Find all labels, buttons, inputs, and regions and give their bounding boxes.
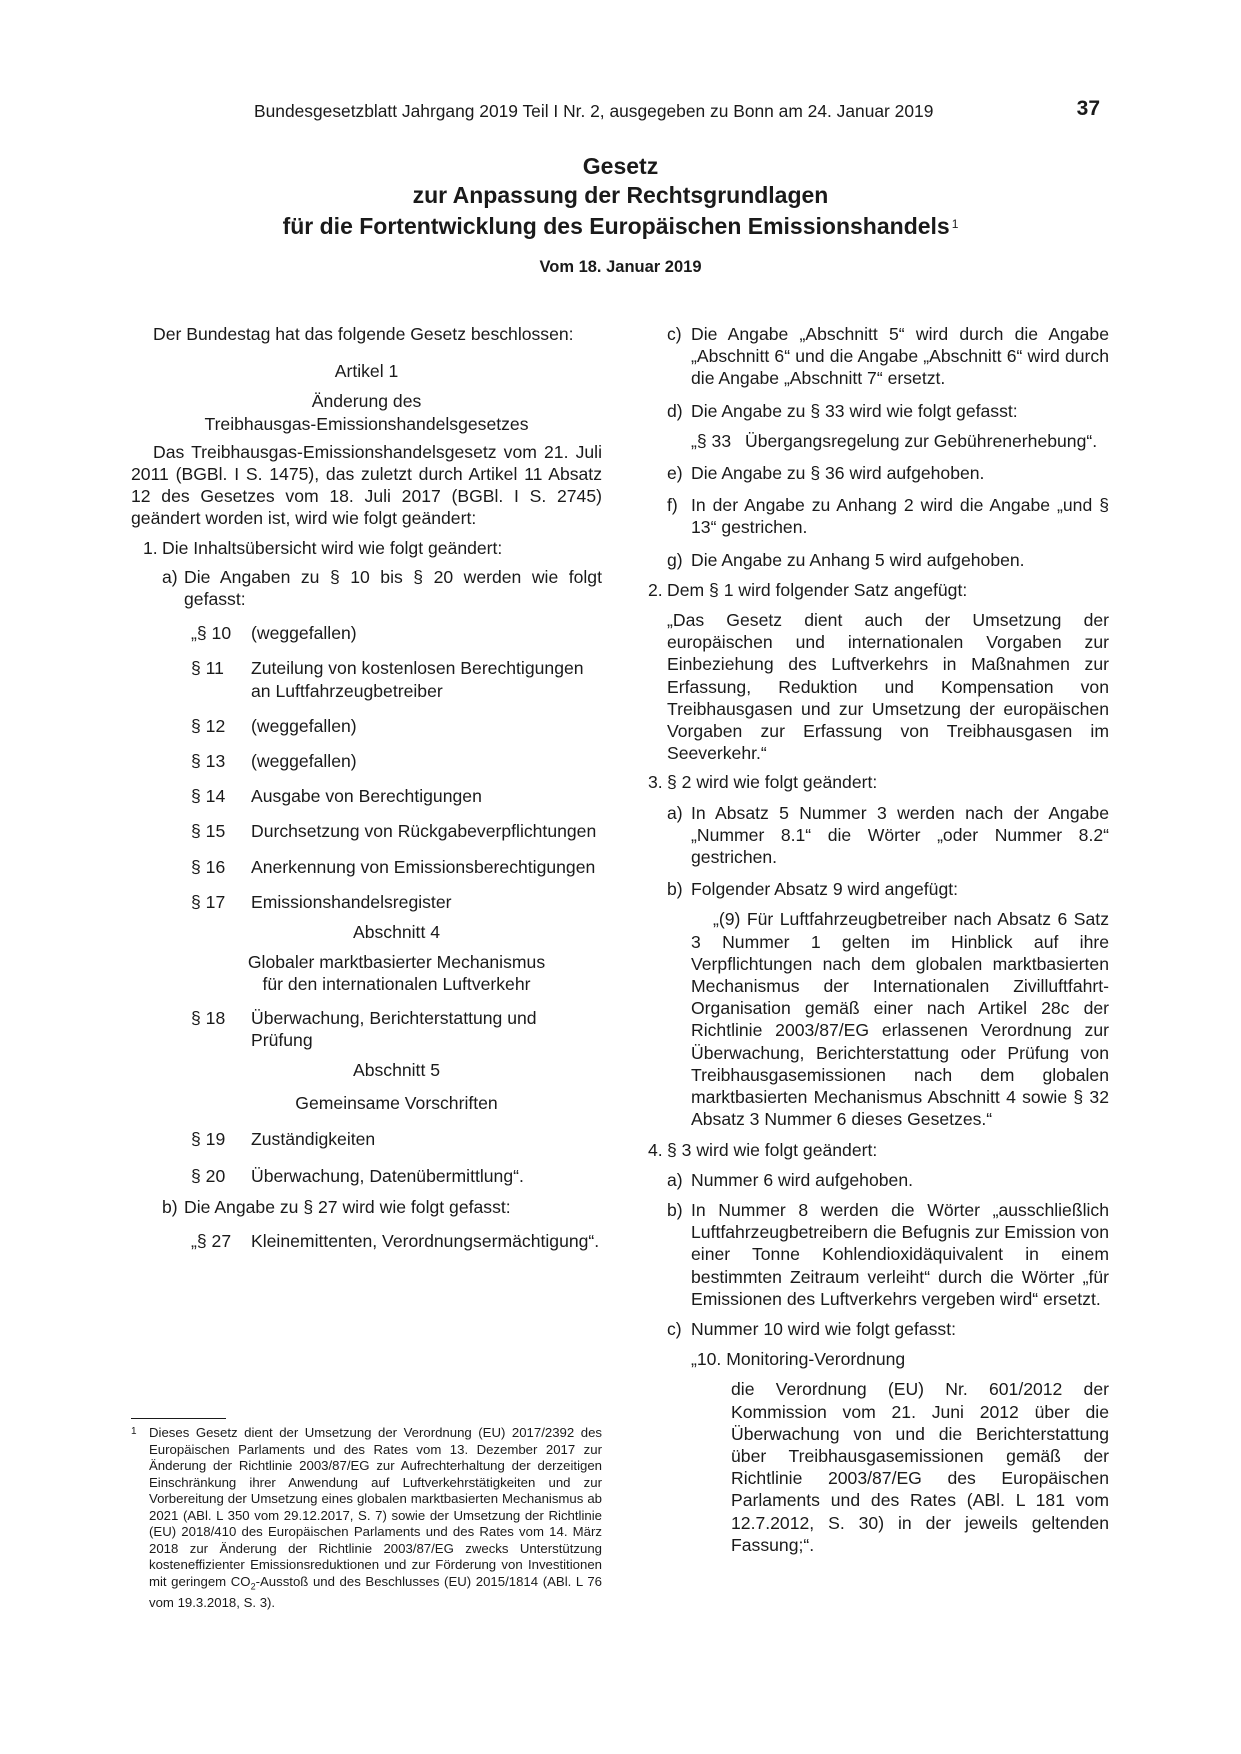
section-title: (weggefallen) [251,715,357,736]
list-item [191,1230,602,1252]
footnote-mark: 1 [131,1426,137,1437]
item-text: Die Angabe zu § 36 wird aufgehoben. [691,463,985,484]
quoted-text: „(9) Für Luftfahrzeugbetreiber nach Absatz 6 Satz 3 Nummer 1 gelten im Hinblick auf ihre Verpflichtungen nach dem globalen marktbasierten Mechanismus der Internationalen Zivilluftfahrt-Organisation gemäß einer nach Artikel 28c der Richtlinie 2003/87/EG erlassenen Verordnung zur Überwachung, Berichterstattung oder Prüfung von Treibhausgasemissionen nach dem globalen marktbasierten Mechanismus Abschnitt 4 sowie § 32 Absatz 3 Nummer 6 dieses Gesetzes.“ [691,909,1109,1130]
list-item-1f [667,494,1109,538]
item-text: Nummer 10 wird wie folgt gefasst: [691,1318,956,1339]
item-text: In Nummer 8 werden die Wörter „ausschließlich Luftfahrzeugbetreibern die Befugnis zur Emission von einer Tonne Kohlendioxidäquivalent in einem bestimmten Zeitraum verleiht“ durch die Wörter „für Emissionen des Luftverkehrs vergeben wird“ ersetzt. [691,1199,1109,1309]
list-item-1a [162,566,602,610]
section-number: § 13 [191,751,226,772]
list-item-2 [648,579,1109,601]
item-text: Die Inhaltsübersicht wird wie folgt geändert: [162,537,503,558]
section-title: Zuständigkeiten [251,1129,376,1150]
list-item-4b [667,1199,1109,1310]
list-item [191,750,602,772]
list-item [191,715,602,737]
item-label: a) [162,566,178,587]
list-item-1g [667,549,1109,571]
item-text: In der Angabe zu Anhang 2 wird die Angabe „und § 13“ gestrichen. [691,495,1109,538]
list-item-4a [667,1169,1109,1191]
page-number: 37 [1076,97,1100,120]
list-item-3a [667,802,1109,869]
item-label: b) [162,1196,178,1217]
item-text: Folgender Absatz 9 wird angefügt: [691,879,959,900]
list-item [691,430,1109,452]
section-number: § 19 [191,1129,226,1150]
list-item-3 [648,771,1109,793]
section-number: § 18 [191,1007,226,1028]
definition-heading: „10. Monitoring-Verordnung [691,1349,906,1370]
section-title: Ausgabe von Berechtigungen [251,786,482,807]
section-title: Überwachung, Berichterstattung und Prüfung [251,1007,537,1050]
item-label: d) [667,400,683,421]
item-label: a) [667,802,683,823]
list-item [191,1007,602,1051]
footnote-subscript: 2 [250,1581,256,1592]
right-column [637,323,1109,1556]
list-item [191,622,602,644]
abschnitt-4-title-1: Globaler marktbasierter Mechanismus [247,952,546,973]
list-item [191,1165,602,1187]
section-title: Übergangsregelung zur Gebührenerhebung“. [745,430,1098,451]
section-title: Emissionshandelsregister [251,891,452,912]
section-number: § 14 [191,786,226,807]
list-item-1 [143,537,602,559]
section-number: „§ 27 [191,1231,232,1252]
section-number: „§ 33 [691,430,732,451]
section-number: § 12 [191,715,226,736]
section-title: Zuteilung von kostenlosen Berechtigungen an Luftfahrzeugbetreiber [251,658,584,701]
section-title: Überwachung, Datenübermittlung“. [251,1165,524,1186]
section-number: „§ 10 [191,623,232,644]
list-item-1d [667,400,1109,422]
item-text: Die Angaben zu § 10 bis § 20 werden wie folgt gefasst: [184,566,602,610]
article-label: Artikel 1 [334,361,399,382]
list-item [191,1128,602,1150]
item-label: c) [667,1318,682,1339]
enacting-clause: Der Bundestag hat das folgende Gesetz beschlossen: [153,324,574,344]
item-text: In Absatz 5 Nummer 3 werden nach der Angabe „Nummer 8.1“ die Wörter „oder Nummer 8.2“ gestrichen. [691,802,1109,868]
footnote [131,1425,602,1611]
section-title: Kleinemittenten, Verordnungsermächtigung“. [251,1231,600,1252]
abschnitt-5-label: Abschnitt 5 [352,1060,441,1081]
title-line-1: Gesetz [582,153,659,179]
item-text: Die Angabe zu § 27 wird wie folgt gefasst: [184,1196,511,1217]
section-title: (weggefallen) [251,623,357,644]
footnote-text [149,1425,602,1611]
item-label: f) [667,495,678,516]
item-label: e) [667,463,683,484]
abschnitt-4-label: Abschnitt 4 [352,922,441,943]
law-title [130,152,1111,241]
list-item [191,657,602,701]
running-header: Bundesgesetzblatt Jahrgang 2019 Teil I Nr. 2, ausgegeben zu Bonn am 24. Januar 2019 [254,101,934,121]
item-text: Nummer 6 wird aufgehoben. [691,1169,913,1190]
quoted-text: „Das Gesetz dient auch der Umsetzung der europäischen und internationalen Vorgaben zur Einbeziehung des Luftverkehrs in Maßnahmen zur Erfassung, Reduktion und Kompensation von Treibhausgasen und zur Umsetzung der europäischen Vorgaben zur Erfassung von Treibhausgasen im Seeverkehr.“ [667,610,1109,764]
item-text: Die Angabe zu § 33 wird wie folgt gefasst: [691,400,1018,421]
article-heading-1: Änderung des [311,391,422,412]
left-column [131,323,602,1252]
definition-text: die Verordnung (EU) Nr. 601/2012 der Kommission vom 21. Juni 2012 über die Überwachung von und die Berichterstattung über Treibhausgasemissionen gemäß der Richtlinie 2003/87/EG des Europäischen Parlaments und des Rates (ABl. L 181 vom 12.7.2012, S. 30) in der jeweils geltenden Fassung;“. [731,1379,1109,1555]
title-line-3 [130,210,1111,241]
list-item [191,891,602,913]
item-label: 2. [648,579,663,600]
list-item-1b [162,1196,602,1218]
item-label: 4. [648,1139,663,1160]
footnote-divider [131,1418,226,1419]
item-label: c) [667,324,682,344]
item-text: Die Angabe „Abschnitt 5“ wird durch die Angabe „Abschnitt 6“ und die Angabe „Abschnitt 6“ wird durch die Angabe „Abschnitt 7“ ersetzt. [691,324,1109,389]
law-date: Vom 18. Januar 2019 [539,258,702,276]
section-number: § 15 [191,821,226,842]
section-title: (weggefallen) [251,751,357,772]
title-line-3-text: für die Fortentwicklung des Europäischen Emissionshandels [282,213,950,239]
footnote-text-part-1: Dieses Gesetz dient der Umsetzung der Verordnung (EU) 2017/2392 des Europäischen Parlaments und des Rates vom 13. Dezember 2017 zur Änderung der Richtlinie 2003/87/EG zur Aufrechterhaltung der derzeitigen Einschränkung ihrer Anwendung auf Luftverkehrstätigkeiten und zur Vorbereitung der Umsetzung eines globalen marktbasierten Mechanismus ab 2021 (ABl. L 350 vom 29.12.2017, S. 7) sowie der Umsetzung der Richtlinie (EU) 2018/410 des Europäischen Parlaments und des Rates vom 14. März 2018 zur Änderung der Richtlinie 2003/87/EG zwecks Unterstützung kosteneffizienter Emissionsreduktionen und zur Förderung von Investitionen mit geringem CO [149,1425,602,1589]
item-text: Dem § 1 wird folgender Satz angefügt: [667,579,968,600]
article-intro: Das Treibhausgas-Emissionshandelsgesetz vom 21. Juli 2011 (BGBl. I S. 1475), das zuletzt durch Artikel 11 Absatz 12 des Gesetzes vom 18. Juli 2017 (BGBl. I S. 2745) geändert worden ist, wird wie folgt geändert: [131,441,602,529]
list-item-4 [648,1139,1109,1161]
footnote-text-part-2: -Ausstoß und des Beschlusses (EU) 2015/1814 (ABl. L 76 vom 19.3.2018, S. 3). [149,1573,603,1610]
article-heading-2: Treibhausgas-Emissionshandelsgesetzes [204,413,529,434]
title-footnote-mark: 1 [951,217,959,231]
list-item [191,820,602,842]
item-label: b) [667,879,683,900]
list-item-3b [667,878,1109,900]
abschnitt-4-title-2: für den internationalen Luftverkehr [262,974,531,995]
item-text: Die Angabe zu Anhang 5 wird aufgehoben. [691,549,1025,570]
section-number: § 11 [191,658,224,679]
section-number: § 17 [191,891,226,912]
section-title: Durchsetzung von Rückgabeverpflichtungen [251,821,597,842]
item-label: g) [667,549,683,570]
title-line-2: zur Anpassung der Rechtsgrundlagen [412,182,829,208]
section-title: Anerkennung von Emissionsberechtigungen [251,856,596,877]
list-item-1c [667,323,1109,390]
list-item-4c [667,1318,1109,1340]
item-label: a) [667,1169,683,1190]
section-number: § 20 [191,1165,226,1186]
list-item-1e [667,462,1109,484]
item-text: § 3 wird wie folgt geändert: [667,1139,878,1160]
section-number: § 16 [191,856,226,877]
list-item [191,856,602,878]
abschnitt-5-title: Gemeinsame Vorschriften [295,1093,498,1114]
item-label: b) [667,1199,683,1220]
list-item [191,785,602,807]
item-label: 3. [648,772,663,793]
item-label: 1. [143,537,158,558]
item-text: § 2 wird wie folgt geändert: [667,772,878,793]
